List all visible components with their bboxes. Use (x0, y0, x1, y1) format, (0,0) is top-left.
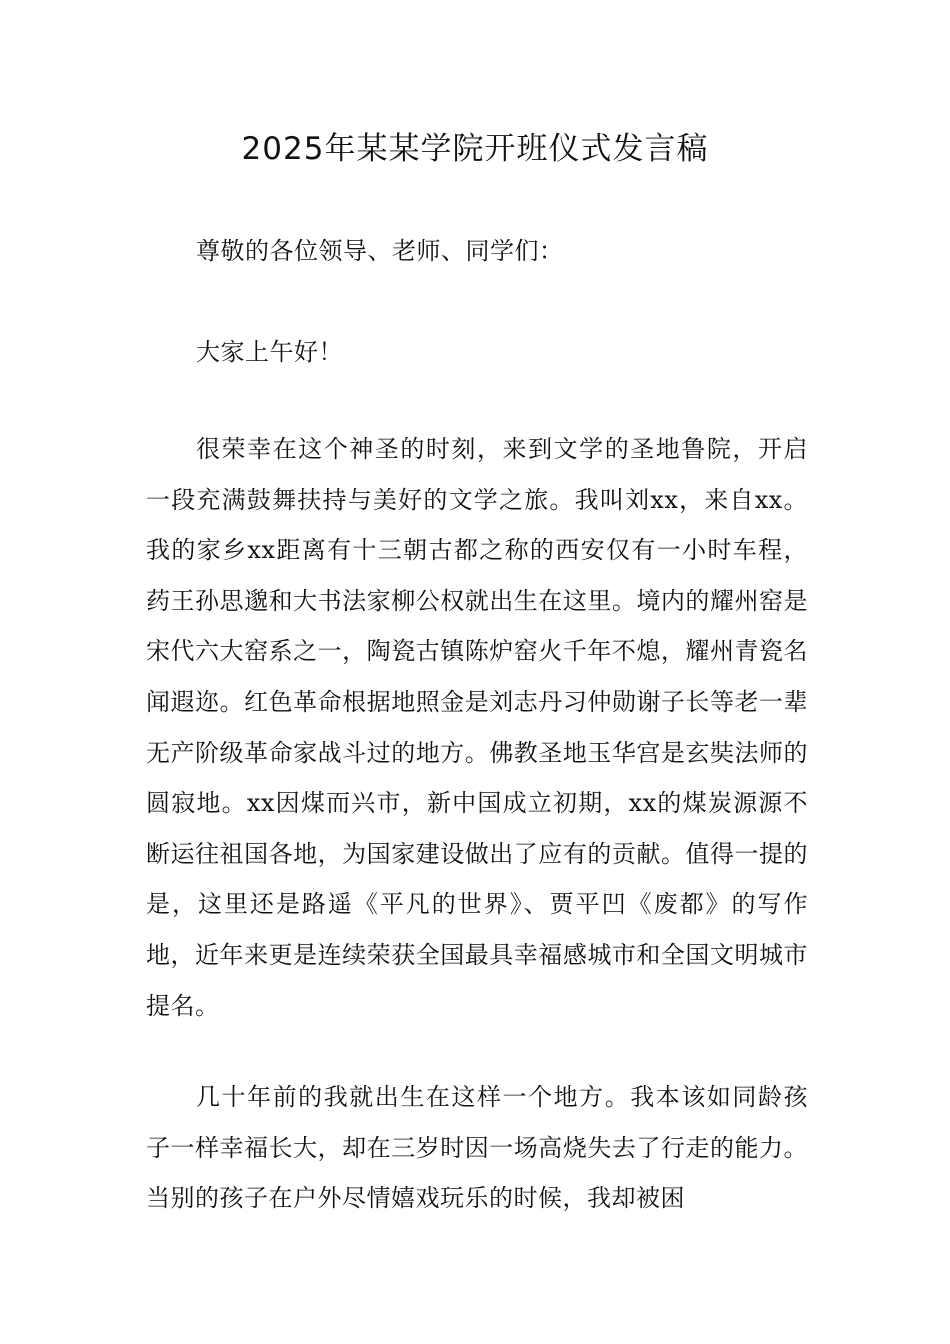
paragraph-hello: 大家上午好！ (196, 338, 343, 366)
paragraph-childhood: 几十年前的我就出生在这样一个地方。我本该如同龄孩子一样幸福长大，却在三岁时因一场高烧失去了行走的能力。当别的孩子在户外尽情嬉戏玩乐的时候，我却被困 (146, 1083, 808, 1213)
paragraph-hometown: 很荣幸在这个神圣的时刻，来到文学的圣地鲁院，开启一段充满鼓舞扶持与美好的文学之旅。我叫刘xx，来自xx。我的家乡xx距离有十三朝古都之称的西安仅有一小时车程，药王孙思邈和大书法家柳公权就出生在这里。境内的耀州窑是宋代六大窑系之一，陶瓷古镇陈炉窑火千年不熄，耀州青瓷名闻遐迩。红色革命根据地照金是刘志丹习仲勋谢子长等老一辈无产阶级革命家战斗过的地方。佛教圣地玉华宫是玄奘法师的圆寂地。xx因煤而兴市，新中国成立初期，xx的煤炭源源不断运往祖国各地，为国家建设做出了应有的贡献。值得一提的是，这里还是路遥《平凡的世界》、贾平凹《废都》的写作地，近年来更是连续荣获全国最具幸福感城市和全国文明城市提名。 (146, 435, 808, 1020)
paragraph-greeting: 尊敬的各位领导、老师、同学们： (196, 237, 564, 265)
document-title: 2025年某某学院开班仪式发言稿 (241, 131, 709, 167)
